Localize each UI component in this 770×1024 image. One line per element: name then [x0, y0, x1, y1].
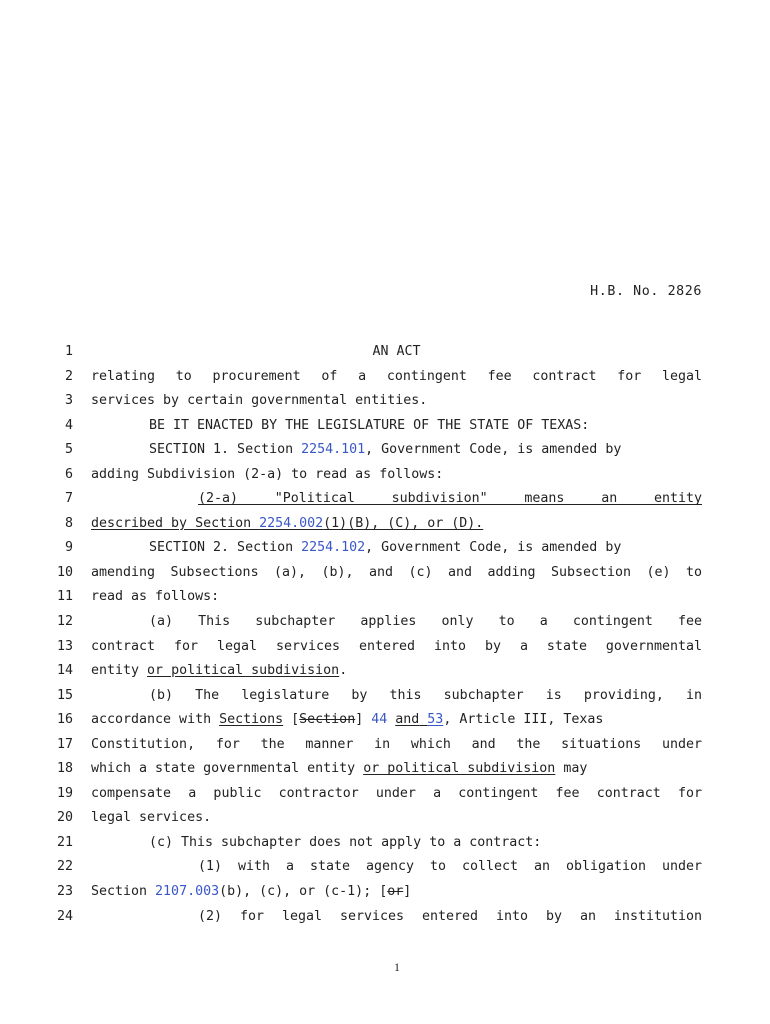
line-number: 8 [64, 515, 73, 531]
line-number: 18 [56, 761, 73, 777]
line-text: contract for legal services entered into by a state governmental [91, 638, 702, 654]
text-segment: accordance with [91, 712, 220, 728]
line-text: (c) This subchapter does not apply to a contract: [149, 834, 542, 850]
act-title: AN ACT [372, 344, 421, 359]
line-3 [0, 389, 770, 414]
line-15 [0, 684, 770, 709]
inserted-text: or political subdivision [363, 761, 556, 777]
line-number: 11 [56, 589, 73, 605]
text-segment: may [555, 761, 588, 777]
line-text: legal services. [91, 810, 212, 826]
line-number: 21 [56, 834, 73, 850]
line-number: 4 [64, 417, 73, 433]
line-6 [0, 463, 770, 488]
line-2 [0, 365, 770, 390]
line-23 [0, 880, 770, 905]
constitution-link[interactable]: 44 [371, 712, 388, 728]
line-number: 1 [64, 344, 73, 359]
inserted-text: and [395, 712, 420, 728]
line-1 [0, 340, 770, 365]
line-number: 10 [56, 564, 73, 580]
line-number: 2 [64, 368, 73, 384]
line-number: 13 [56, 638, 73, 654]
line-number: 19 [56, 785, 73, 801]
text-segment: , Government Code, is amended by [365, 540, 622, 556]
text-segment: Section [91, 884, 156, 900]
inserted-text [91, 512, 702, 537]
text-segment: (b), (c), or (c-1); [ [219, 884, 388, 900]
line-8 [0, 512, 770, 537]
line-number: 3 [64, 393, 73, 409]
line-20 [0, 806, 770, 831]
line-16 [0, 708, 770, 733]
line-text: compensate a public contractor under a contingent fee contract for [91, 785, 702, 801]
line-number: 7 [64, 491, 73, 507]
line-text: adding Subdivision (2-a) to read as follows: [91, 466, 444, 482]
inserted-text: Sections [219, 712, 284, 728]
line-text: relating to procurement of a contingent fee contract for legal [91, 368, 702, 384]
line-number: 5 [64, 442, 73, 458]
inserted-text: (2-a) "Political subdivision" means an entity [198, 491, 702, 507]
line-10 [0, 561, 770, 586]
line-text: (1) with a state agency to collect an obligation under [198, 859, 702, 875]
statute-link[interactable]: 2254.002 [259, 515, 324, 531]
text-segment: . [339, 663, 348, 679]
line-text: (a) This subchapter applies only to a contingent fee [149, 614, 702, 630]
section-heading: SECTION 2. Section [149, 540, 302, 556]
section-heading: SECTION 1. Section [149, 442, 302, 458]
statute-link[interactable]: 2254.102 [301, 540, 366, 556]
line-text [149, 438, 702, 463]
line-22 [0, 855, 770, 880]
line-number: 6 [64, 466, 73, 482]
line-number: 15 [56, 687, 73, 703]
line-7 [0, 487, 770, 512]
deleted-text: or [387, 884, 404, 900]
text-segment: , Article III, Texas [443, 712, 604, 728]
line-24 [0, 905, 770, 930]
line-text [91, 659, 702, 684]
statute-link[interactable]: 2107.003 [155, 884, 220, 900]
deleted-text: Section [299, 712, 356, 728]
line-number: 14 [56, 663, 73, 679]
page-number: 1 [394, 960, 400, 974]
line-number: 24 [56, 908, 73, 924]
line-14 [0, 659, 770, 684]
line-text: (2) for legal services entered into by an institution [198, 908, 702, 924]
bill-number: H.B. No. 2826 [590, 284, 702, 299]
text-segment: ] [355, 712, 372, 728]
line-text [91, 708, 702, 733]
line-number: 20 [56, 810, 73, 826]
enacting-clause: BE IT ENACTED BY THE LEGISLATURE OF THE STATE OF TEXAS: [149, 417, 590, 433]
line-13 [0, 635, 770, 660]
line-text [149, 536, 702, 561]
line-number: 23 [56, 884, 73, 900]
line-text [91, 757, 702, 782]
line-12 [0, 610, 770, 635]
line-4 [0, 414, 770, 439]
constitution-link[interactable]: 53 [427, 712, 444, 728]
line-number: 12 [56, 614, 73, 630]
statute-link[interactable]: 2254.101 [301, 442, 366, 458]
line-text [91, 880, 702, 905]
text-segment: ] [403, 884, 412, 900]
text-segment: which a state governmental entity [91, 761, 364, 777]
line-text: (b) The legislature by this subchapter is providing, in [149, 687, 702, 703]
text-segment: (1)(B), (C), or (D). [323, 515, 484, 531]
line-17 [0, 733, 770, 758]
line-number: 17 [56, 736, 73, 752]
line-number: 16 [56, 712, 73, 728]
line-5 [0, 438, 770, 463]
line-21 [0, 831, 770, 856]
line-text: read as follows: [91, 589, 220, 605]
text-segment: , Government Code, is amended by [365, 442, 622, 458]
text-segment: described by Section [91, 515, 260, 531]
line-18 [0, 757, 770, 782]
line-19 [0, 782, 770, 807]
line-text: amending Subsections (a), (b), and (c) and adding Subsection (e) to [91, 564, 702, 580]
line-11 [0, 585, 770, 610]
line-text: services by certain governmental entities. [91, 393, 428, 409]
line-number: 22 [56, 859, 73, 875]
text-segment: entity [91, 663, 148, 679]
bill-text [0, 340, 770, 929]
text-segment: [ [283, 712, 300, 728]
inserted-text: or political subdivision [147, 663, 340, 679]
line-9 [0, 536, 770, 561]
line-number: 9 [64, 540, 73, 556]
line-text: Constitution, for the manner in which and the situations under [91, 736, 702, 752]
